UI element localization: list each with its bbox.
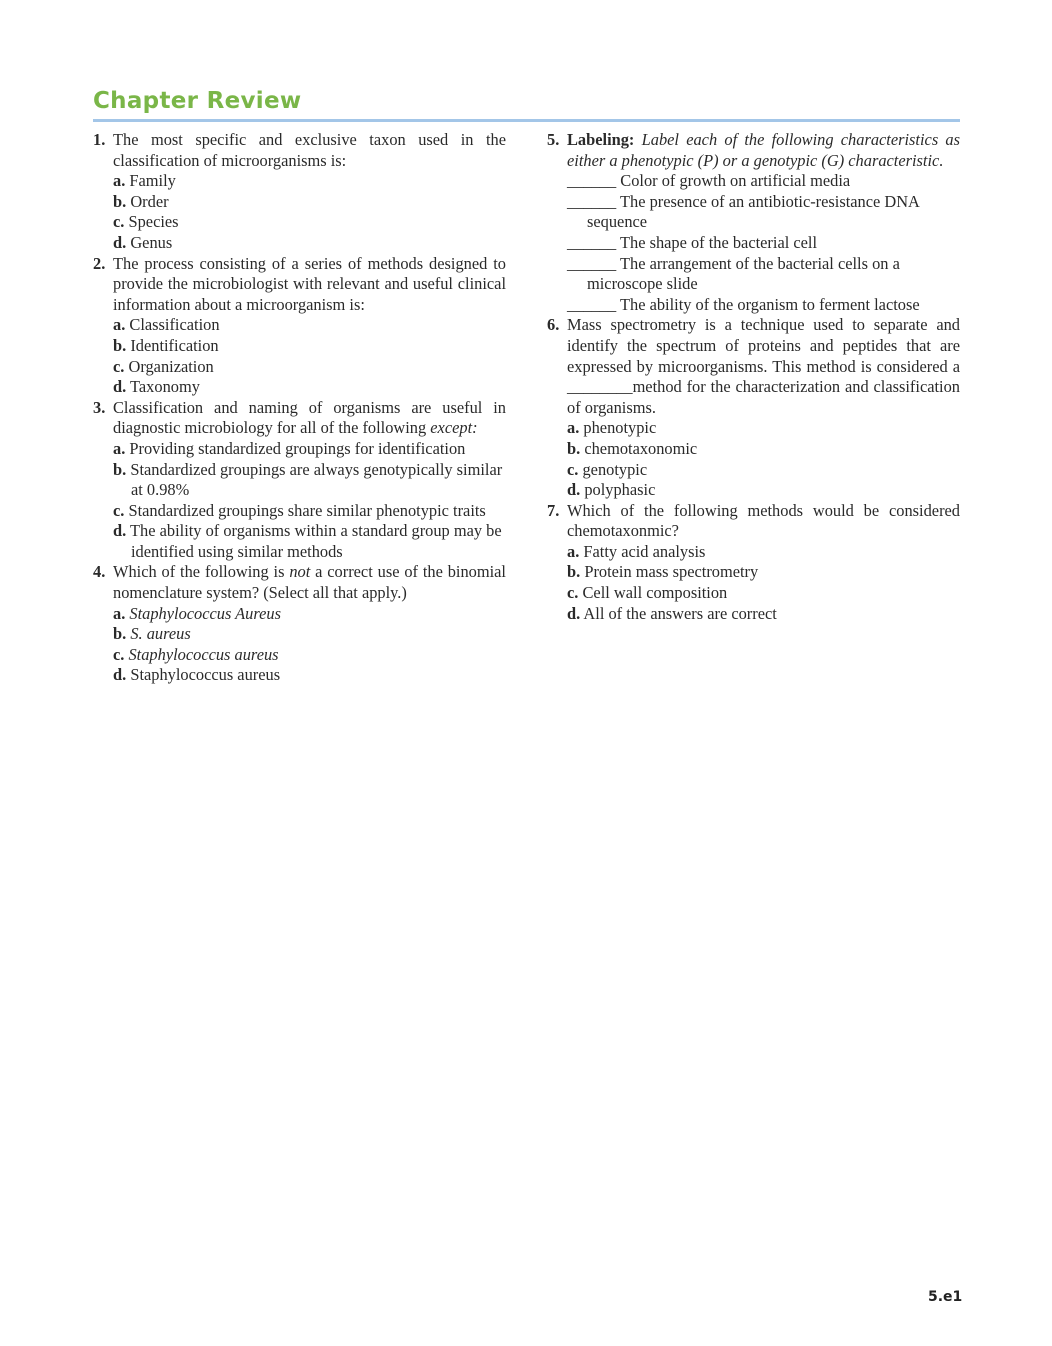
option-text: Protein mass spectrometry: [584, 562, 759, 582]
option-text: genotypic: [582, 459, 648, 479]
answer-option: [113, 604, 506, 625]
option-text: Fatty acid analysis: [583, 541, 706, 561]
option-letter: c.: [567, 583, 579, 603]
option-letter: c.: [113, 644, 125, 664]
question: [93, 398, 506, 563]
option-text: Identification: [130, 335, 219, 355]
stem-text: Which of the following is: [113, 562, 290, 582]
labeling-text: The presence of an antibiotic-resistance DNA sequence: [587, 191, 919, 232]
option-letter: d.: [113, 377, 127, 397]
option-letter: d.: [567, 603, 581, 623]
answer-option: [113, 171, 506, 192]
option-letter: a.: [113, 603, 126, 623]
answer-option: [113, 336, 506, 357]
stem-italic-text: except:: [430, 418, 478, 438]
option-text: Standardized groupings share similar phenotypic traits: [128, 500, 486, 520]
labeling-text: Color of growth on artificial media: [620, 171, 851, 191]
question-number: 2.: [93, 253, 106, 273]
option-text: Genus: [130, 232, 173, 252]
question-stem: [567, 501, 960, 542]
stem-text: Classification and naming of organisms are useful in diagnostic microbiology for all of the following: [113, 397, 506, 438]
answer-option: [113, 377, 506, 398]
labeling-text: The ability of the organism to ferment lactose: [619, 294, 920, 314]
answer-blank: ______: [567, 232, 617, 252]
option-letter: b.: [113, 459, 127, 479]
stem-text: The process consisting of a series of methods designed to provide the microbiologist with relevant and useful clinical information about a microorganism is:: [113, 253, 506, 314]
option-letter: a.: [567, 418, 580, 438]
option-text: phenotypic: [583, 418, 657, 438]
question: [93, 130, 506, 254]
answer-option: [113, 665, 506, 686]
labeling-text: The arrangement of the bacterial cells on a microscope slide: [587, 253, 900, 294]
option-text: Staphylococcus aureus: [130, 665, 281, 685]
question: [93, 254, 506, 398]
option-letter: c.: [113, 212, 125, 232]
option-letter: c.: [113, 356, 125, 376]
question-number: 5.: [547, 130, 560, 149]
option-text: chemotaxonomic: [584, 438, 698, 458]
stem-bold-text: Labeling:: [567, 130, 642, 149]
option-text: Staphylococcus aureus: [128, 644, 279, 664]
labeling-item: [567, 192, 960, 233]
option-letter: d.: [113, 521, 127, 541]
question-number: 6.: [547, 315, 560, 335]
option-letter: d.: [567, 480, 581, 500]
answer-option: [567, 418, 960, 439]
answer-option: [113, 624, 506, 645]
option-letter: d.: [113, 665, 127, 685]
option-letter: d.: [113, 232, 127, 252]
option-letter: b.: [113, 624, 127, 644]
question-number: 4.: [93, 562, 106, 582]
question-stem: [113, 398, 506, 439]
stem-text: Which of the following methods would be considered chemotaxonmic?: [567, 500, 960, 541]
labeling-item: [567, 295, 960, 316]
answer-option: [113, 501, 506, 522]
option-text: Classification: [129, 315, 220, 335]
question-stem: [113, 562, 506, 603]
option-letter: b.: [113, 335, 127, 355]
option-letter: c.: [113, 500, 125, 520]
option-letter: a.: [113, 171, 126, 191]
answer-blank: ______: [567, 171, 617, 191]
question-number: 1.: [93, 130, 106, 149]
answer-blank: ______: [567, 253, 617, 273]
answer-option: [113, 521, 506, 562]
labeling-text: The shape of the bacterial cell: [619, 232, 818, 252]
answer-option: [567, 542, 960, 563]
answer-option: [113, 460, 506, 501]
question-stem: [567, 315, 960, 418]
answer-blank: ______: [567, 294, 617, 314]
question: [547, 315, 960, 500]
option-text: Standardized groupings are always genotypically similar at 0.98%: [130, 459, 503, 500]
stem-text: Mass spectrometry is a technique used to separate and identify the spectrum of proteins and peptides that are expressed by microorganisms. This method is considered a ________method for the characterization and classification of organisms.: [567, 315, 960, 417]
stem-italic-text: not: [289, 562, 311, 582]
answer-option: [113, 192, 506, 213]
answer-option: [567, 480, 960, 501]
option-text: All of the answers are correct: [583, 603, 777, 623]
option-text: Staphylococcus Aureus: [129, 603, 281, 623]
option-text: Providing standardized groupings for identification: [129, 438, 466, 458]
option-text: Organization: [128, 356, 214, 376]
question: [547, 130, 960, 315]
answer-option: [113, 439, 506, 460]
answer-option: [113, 645, 506, 666]
option-text: S. aureus: [130, 624, 191, 644]
answer-option: [113, 212, 506, 233]
answer-option: [567, 604, 960, 625]
option-text: Order: [130, 191, 169, 211]
answer-option: [113, 233, 506, 254]
question-stem: [113, 254, 506, 316]
page-number: 5.e1: [928, 1289, 963, 1305]
option-letter: b.: [113, 191, 127, 211]
option-letter: a.: [567, 541, 580, 561]
option-letter: b.: [567, 562, 581, 582]
question: [547, 501, 960, 625]
answer-option: [567, 439, 960, 460]
option-text: The ability of organisms within a standard group may be identified using similar methods: [130, 521, 502, 561]
title-divider: [93, 119, 960, 122]
option-text: Cell wall composition: [582, 583, 728, 603]
question-stem: [113, 130, 506, 171]
option-text: Species: [128, 212, 179, 232]
answer-option: [567, 562, 960, 583]
question-number: 7.: [547, 500, 560, 520]
option-text: Family: [129, 171, 176, 191]
answer-option: [113, 315, 506, 336]
answer-option: [113, 357, 506, 378]
option-letter: a.: [113, 315, 126, 335]
option-text: Taxonomy: [130, 377, 200, 397]
answer-option: [567, 583, 960, 604]
chapter-title: Chapter Review: [93, 88, 302, 114]
left-column: [93, 130, 506, 686]
stem-italic-text: Label each of the following characteristics as either a phenotypic (P) or a genotypic (G) characteristic.: [567, 130, 960, 170]
option-letter: a.: [113, 438, 126, 458]
answer-blank: ______: [567, 191, 617, 211]
option-letter: c.: [567, 459, 579, 479]
labeling-item: [567, 171, 960, 192]
right-column: [547, 130, 960, 624]
question: [93, 562, 506, 686]
option-text: polyphasic: [584, 480, 656, 500]
answer-option: [567, 460, 960, 481]
stem-text: a correct use of the binomial nomenclature system? (Select all that apply.): [113, 562, 506, 603]
labeling-item: [567, 254, 960, 295]
question-number: 3.: [93, 397, 106, 417]
stem-text: The most specific and exclusive taxon used in the classification of microorganisms is:: [113, 130, 506, 170]
option-letter: b.: [567, 438, 581, 458]
labeling-item: [567, 233, 960, 254]
question-stem: [567, 130, 960, 171]
